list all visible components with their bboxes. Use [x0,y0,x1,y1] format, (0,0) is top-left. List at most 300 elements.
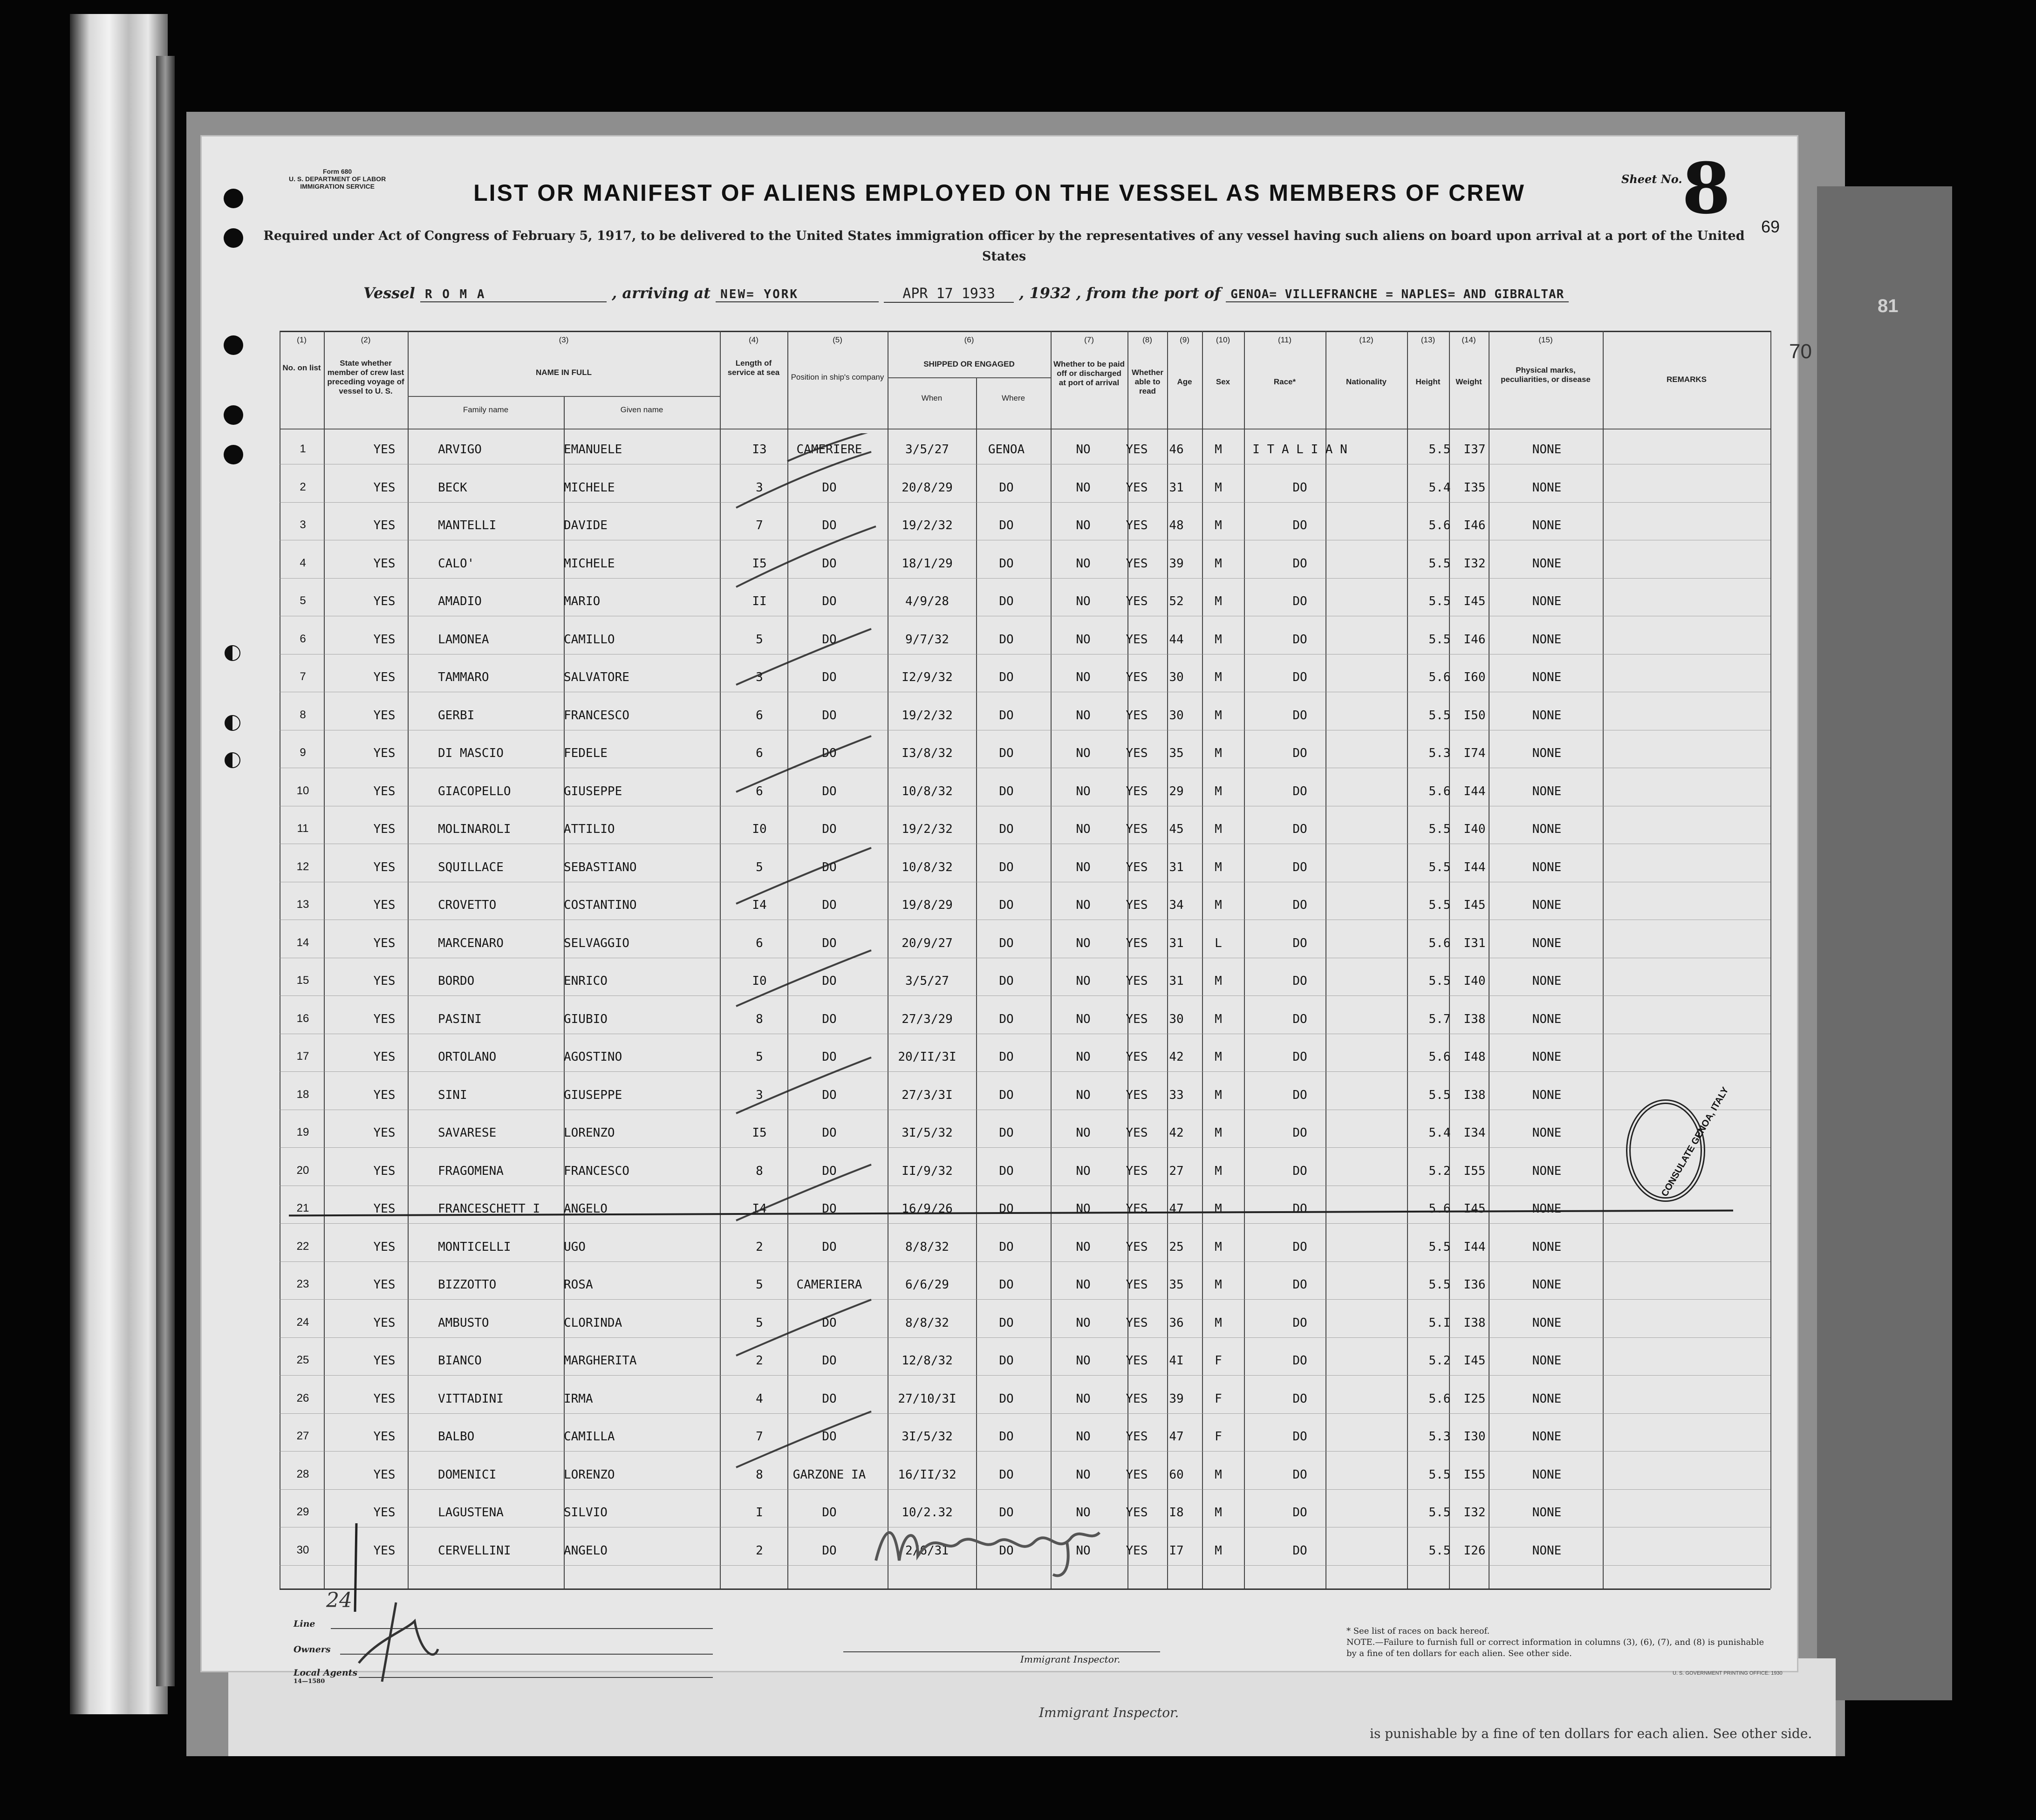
weight: I44 [1463,784,1486,798]
length-of-service: 5 [756,1050,763,1064]
engaged-when: 20/9/27 [902,936,953,950]
departure-ports: GENOA= VILLEFRANCHE = NAPLES= AND GIBRALTAR [1226,287,1569,302]
position: CAMERIERA [796,1278,862,1292]
height: 5.5 [1428,1467,1451,1482]
column-number: (4) [749,335,758,344]
given-name: SALVATORE [564,670,629,684]
position: DO [822,822,837,836]
sex: M [1215,1278,1222,1292]
physical-marks: NONE [1532,1316,1562,1330]
age: 46 [1169,443,1184,457]
length-of-service: 5 [756,860,763,874]
family-name: BIZZOTTO [438,1278,497,1292]
subheader-divider [888,377,1051,378]
ditto-pencil-strokes [717,433,913,1598]
able-to-read: YES [1126,1467,1148,1482]
weight: I45 [1463,1354,1486,1368]
previous-voyage: YES [373,1354,396,1368]
engaged-where: DO [999,670,1014,684]
given-name: SILVIO [564,1506,608,1520]
consulate-seal-text: CONSULATE GENOA, ITALY [1659,1085,1731,1199]
table-row [200,1126,1798,1154]
row-number: 1 [300,443,306,455]
height: 5.2 [1428,1164,1451,1178]
paid-off: NO [1076,1506,1091,1520]
paid-off: NO [1076,1202,1091,1216]
engaged-where: DO [999,822,1014,836]
given-name: CLORINDA [564,1316,622,1330]
header-paid-off: Whether to be paid off or discharged at port of arrival [1053,360,1125,387]
table-row [200,1202,1798,1230]
header-previous-voyage: State whether member of crew last preceding voyage of vessel to U. S. [327,359,404,395]
given-name: EMANUELE [564,443,622,457]
engaged-where: DO [999,1316,1014,1330]
given-name: ATTILIO [564,822,615,836]
vessel-name: R O M A [420,287,607,302]
column-number: (13) [1421,335,1435,344]
pencil-stroke [349,1523,363,1616]
height: 5.6 [1428,936,1451,950]
position: DO [822,1506,837,1520]
paid-off: NO [1076,518,1091,532]
binder-edge [70,14,168,1714]
able-to-read: YES [1126,1430,1148,1444]
position: DO [822,1354,837,1368]
local-agents-label: Local Agents [294,1668,358,1678]
header-age: Age [1177,377,1192,386]
row-number: 23 [296,1278,309,1290]
column-number: (3) [559,335,569,344]
able-to-read: YES [1126,518,1148,532]
line-label: Line [294,1619,315,1629]
sex: M [1215,898,1222,912]
family-name: BECK [438,480,467,495]
family-name: CALO' [438,556,475,571]
underlying-footnote: is punishable by a fine of ten dollars for each alien. See other side. [1370,1726,1812,1741]
column-number: (5) [833,335,842,344]
age: 42 [1169,1126,1184,1140]
physical-marks: NONE [1532,556,1562,571]
race: DO [1292,518,1307,532]
engaged-where: DO [999,1430,1014,1444]
table-row [200,1278,1798,1306]
physical-marks: NONE [1532,974,1562,988]
row-number: 25 [296,1354,309,1366]
sex: M [1215,1164,1222,1178]
header-height: Height [1415,377,1441,386]
engaged-when: 10/8/32 [902,860,953,874]
able-to-read: YES [1126,670,1148,684]
physical-marks: NONE [1532,1278,1562,1292]
length-of-service: I4 [752,898,767,912]
sex: M [1215,1316,1222,1330]
engaged-when: 8/8/32 [905,1316,949,1330]
physical-marks: NONE [1532,822,1562,836]
previous-voyage: YES [373,518,396,532]
race: DO [1292,784,1307,798]
age: 35 [1169,1278,1184,1292]
able-to-read: YES [1126,746,1148,760]
height: 5.5 [1428,556,1451,571]
able-to-read: YES [1126,822,1148,836]
row-number: 24 [296,1316,309,1329]
position: DO [822,594,837,608]
engaged-where: DO [999,1354,1014,1368]
row-number: 21 [296,1202,309,1214]
position: DO [822,898,837,912]
family-name: VITTADINI [438,1391,504,1406]
arrival-port: NEW= YORK [716,287,879,302]
header-able-to-read: Whether able to read [1132,368,1163,395]
age: I7 [1169,1543,1184,1558]
position: DO [822,860,837,874]
physical-marks: NONE [1532,632,1562,647]
position: DO [822,480,837,495]
physical-marks: NONE [1532,1506,1562,1520]
height: 5.6 [1428,1050,1451,1064]
given-name: COSTANTINO [564,898,637,912]
physical-marks: NONE [1532,1240,1562,1254]
age: 4I [1169,1354,1184,1368]
physical-marks: NONE [1532,1391,1562,1406]
given-name: SELVAGGIO [564,936,629,950]
length-of-service: I5 [752,556,767,571]
table-row [200,557,1798,585]
table-row [200,1164,1798,1192]
race: DO [1292,1164,1307,1178]
row-number: 26 [296,1391,309,1404]
race: DO [1292,1543,1307,1558]
previous-voyage: YES [373,1202,396,1216]
position: CAMERIERE [796,443,862,457]
previous-voyage: YES [373,480,396,495]
height: 5.5 [1428,860,1451,874]
paid-off: NO [1076,443,1091,457]
header-name-in-full: NAME IN FULL [536,368,592,377]
weight: I74 [1463,746,1486,760]
engaged-when: II/9/32 [902,1164,953,1178]
row-number: 15 [296,974,309,987]
engaged-where: DO [999,860,1014,874]
position: DO [822,670,837,684]
engaged-where: DO [999,1088,1014,1102]
table-row [200,1392,1798,1420]
subheader-divider [408,396,720,397]
given-name: MARIO [564,594,601,608]
height: 5.5 [1428,443,1451,457]
previous-voyage: YES [373,1278,396,1292]
age: 35 [1169,746,1184,760]
sex: M [1215,480,1222,495]
row-number: 30 [296,1543,309,1556]
previous-voyage: YES [373,594,396,608]
table-row [200,898,1798,926]
sex: F [1215,1354,1222,1368]
row-number: 6 [300,632,306,645]
column-number: (6) [964,335,974,344]
length-of-service: I4 [752,1202,767,1216]
height: 5.4 [1428,480,1451,495]
family-name: ARVIGO [438,443,482,457]
row-number: 20 [296,1164,309,1177]
height: 5.5 [1428,1543,1451,1558]
row-number: 17 [296,1050,309,1063]
previous-voyage: YES [373,746,396,760]
length-of-service: 5 [756,632,763,647]
given-name: GIUBIO [564,1012,608,1026]
weight: I26 [1463,1543,1486,1558]
weight: I30 [1463,1430,1486,1444]
paid-off: NO [1076,936,1091,950]
height: 5.5 [1428,594,1451,608]
position: DO [822,784,837,798]
table-row [200,633,1798,661]
height: 5.3 [1428,1430,1451,1444]
position: DO [822,1316,837,1330]
engaged-when: 4/9/28 [905,594,949,608]
inspector-signature-line [843,1651,1160,1652]
length-of-service: I5 [752,1126,767,1140]
engaged-where: DO [999,746,1014,760]
height: 5.5 [1428,1506,1451,1520]
paid-off: NO [1076,670,1091,684]
paid-off: NO [1076,974,1091,988]
paid-off: NO [1076,1467,1091,1482]
given-name: MICHELE [564,480,615,495]
row-number: 16 [296,1012,309,1025]
column-number: (11) [1278,335,1291,344]
weight: I31 [1463,936,1486,950]
length-of-service: 5 [756,1316,763,1330]
engaged-when: 20/8/29 [902,480,953,495]
engaged-where: DO [999,936,1014,950]
header-length-of-service: Length of service at sea [727,359,780,377]
given-name: ANGELO [564,1543,608,1558]
printer-imprint: U. S. GOVERNMENT PRINTING OFFICE: 1930 [1673,1670,1783,1676]
race: DO [1292,746,1307,760]
previous-voyage: YES [373,1391,396,1406]
sex: M [1215,670,1222,684]
paid-off: NO [1076,784,1091,798]
race: DO [1292,480,1307,495]
sex: M [1215,974,1222,988]
weight: I40 [1463,974,1486,988]
height: 5.5 [1428,898,1451,912]
arrival-date-stamp: APR 17 1933 [884,286,1014,303]
position: DO [822,1164,837,1178]
family-name: MANTELLI [438,518,497,532]
engaged-where: GENOA [988,443,1025,457]
engaged-where: DO [999,1467,1014,1482]
race: DO [1292,1391,1307,1406]
engaged-where: DO [999,1164,1014,1178]
engaged-when: 3I/5/32 [902,1126,953,1140]
length-of-service: 3 [756,480,763,495]
previous-voyage: YES [373,632,396,647]
inspector-label: Immigrant Inspector. [1020,1654,1120,1665]
engaged-where: DO [999,1278,1014,1292]
header-given-name: Given name [620,405,663,414]
engaged-when: 6/6/29 [905,1278,949,1292]
sex: F [1215,1391,1222,1406]
physical-marks: NONE [1532,1088,1562,1102]
previous-voyage: YES [373,443,396,457]
engaged-where: DO [999,974,1014,988]
physical-marks: NONE [1532,1543,1562,1558]
family-name: LAMONEA [438,632,489,647]
table-row [200,784,1798,812]
physical-marks: NONE [1532,1467,1562,1482]
race: DO [1292,708,1307,723]
previous-voyage: YES [373,1467,396,1482]
table-top-border [280,331,1770,332]
age: 48 [1169,518,1184,532]
weight: I36 [1463,1278,1486,1292]
age: 31 [1169,480,1184,495]
weight: I46 [1463,518,1486,532]
length-of-service: I [756,1506,763,1520]
height: 5.I [1428,1316,1451,1330]
length-of-service: 6 [756,936,763,950]
sex: M [1215,1012,1222,1026]
row-number: 28 [296,1467,309,1480]
given-name: ANGELO [564,1202,608,1216]
height: 5.5 [1428,1088,1451,1102]
age: 31 [1169,860,1184,874]
previous-voyage: YES [373,1088,396,1102]
engaged-where: DO [999,1240,1014,1254]
family-name: BALBO [438,1430,475,1444]
sex: M [1215,518,1222,532]
given-name: CAMILLO [564,632,615,647]
engaged-when: 3I/5/32 [902,1430,953,1444]
weight: I38 [1463,1012,1486,1026]
footnote-penalty: NOTE.—Failure to furnish full or correct information in columns (3), (6), (7), and (8) is punishable by a fine of ten dollars for each alien. See other side. [1346,1637,1764,1658]
able-to-read: YES [1126,860,1148,874]
physical-marks: NONE [1532,898,1562,912]
race: DO [1292,1088,1307,1102]
sex: F [1215,1430,1222,1444]
row-rule [280,1489,1770,1490]
previous-voyage: YES [373,1543,396,1558]
row-number: 8 [300,708,306,721]
header-physical-marks: Physical marks, peculiarities, or disease [1501,366,1591,384]
family-name: MONTICELLI [438,1240,511,1254]
row-rule [280,995,1770,996]
age: 31 [1169,936,1184,950]
vessel-label: Vessel [363,284,415,302]
age: 39 [1169,1391,1184,1406]
table-row [200,746,1798,774]
previous-voyage: YES [373,1050,396,1064]
position: DO [822,1050,837,1064]
race: DO [1292,1202,1307,1216]
given-name: FEDELE [564,746,608,760]
paid-off: NO [1076,822,1091,836]
sex: M [1215,1240,1222,1254]
position: DO [822,746,837,760]
physical-marks: NONE [1532,594,1562,608]
previous-voyage: YES [373,1012,396,1026]
edge-number: 70 [1789,340,1812,363]
family-name: BORDO [438,974,475,988]
age: 34 [1169,898,1184,912]
row-number: 10 [296,784,309,797]
height: 5.5 [1428,1278,1451,1292]
height: 5.6 [1428,1202,1451,1216]
position: DO [822,632,837,647]
engaged-where: DO [999,1506,1014,1520]
given-name: FRANCESCO [564,708,629,723]
row-rule [280,578,1770,579]
family-name: GERBI [438,708,475,723]
able-to-read: YES [1126,1316,1148,1330]
family-name: AMADIO [438,594,482,608]
engaged-where: DO [999,556,1014,571]
family-name: SAVARESE [438,1126,497,1140]
able-to-read: YES [1126,1391,1148,1406]
sex: M [1215,556,1222,571]
manifest-sheet [200,135,1812,1685]
arriving-label: , arriving at [612,284,711,302]
row-rule [280,1413,1770,1414]
race: DO [1292,1050,1307,1064]
race: DO [1292,974,1307,988]
family-name: ORTOLANO [438,1050,497,1064]
table-row [200,518,1798,546]
race: DO [1292,1126,1307,1140]
family-name: TAMMARO [438,670,489,684]
header-position: Position in ship's company [791,373,884,382]
length-of-service: 2 [756,1543,763,1558]
family-name: MARCENARO [438,936,504,950]
sex: L [1215,936,1222,950]
physical-marks: NONE [1532,936,1562,950]
sex: M [1215,1467,1222,1482]
able-to-read: YES [1126,632,1148,647]
age: 30 [1169,670,1184,684]
length-of-service: 2 [756,1354,763,1368]
weight: I44 [1463,1240,1486,1254]
sheet-number: 8 [1682,148,1731,230]
engaged-when: 19/8/29 [902,898,953,912]
previous-voyage: YES [373,1506,396,1520]
sex: M [1215,594,1222,608]
from-label: , from the port of [1076,284,1221,302]
row-number: 3 [300,518,306,531]
age: 30 [1169,1012,1184,1026]
length-of-service: I0 [752,822,767,836]
paid-off: NO [1076,1316,1091,1330]
column-number: (12) [1359,335,1373,344]
family-name: CROVETTO [438,898,497,912]
length-of-service: 3 [756,670,763,684]
engaged-when: 3/5/27 [905,443,949,457]
race: DO [1292,1354,1307,1368]
table-row [200,481,1798,509]
table-row [200,670,1798,698]
family-name: DOMENICI [438,1467,497,1482]
engaged-when: 8/8/32 [905,1240,949,1254]
height: 5.5 [1428,822,1451,836]
row-rule [280,1261,1770,1262]
sex: M [1215,443,1222,457]
able-to-read: YES [1126,1278,1148,1292]
paid-off: NO [1076,1050,1091,1064]
column-number: (7) [1084,335,1094,344]
weight: I55 [1463,1467,1486,1482]
engaged-where: DO [999,632,1014,647]
